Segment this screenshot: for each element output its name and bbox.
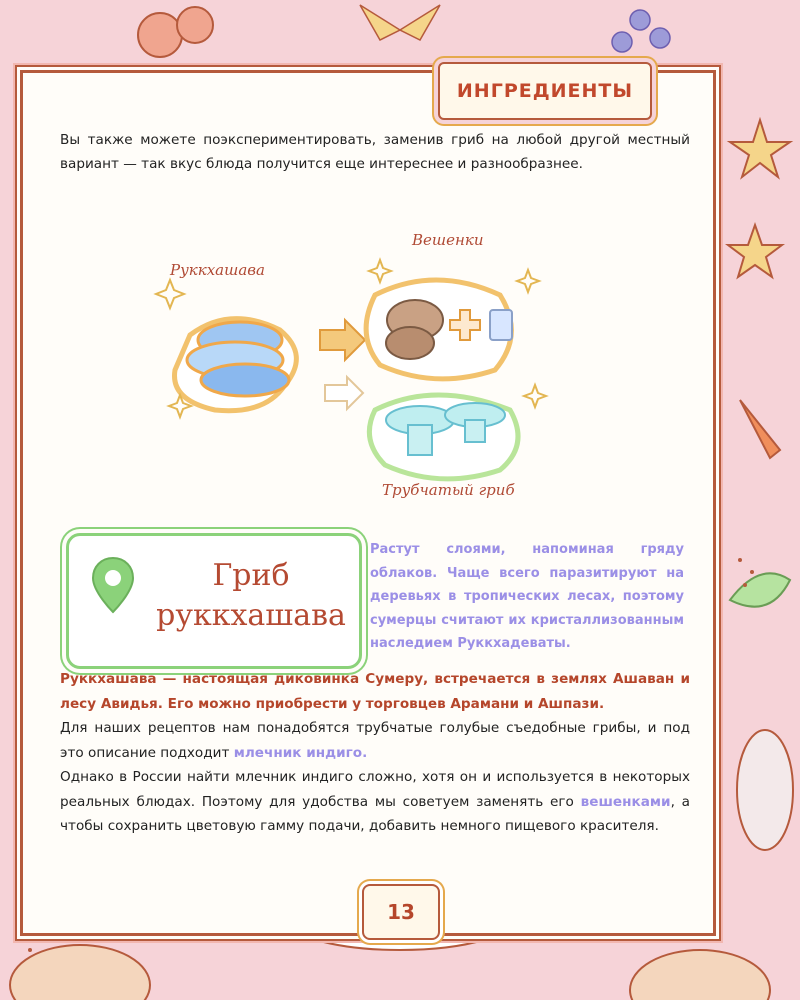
oyster-mushroom-highlight: вешенками <box>580 793 671 810</box>
rukkhashava-mushroom-icon <box>175 319 297 411</box>
indigo-milk-cap-link: млечник индиго. <box>233 744 368 761</box>
intro-paragraph: Вы также можете поэкспериментировать, заменив гриб на любой другой местный вариант — так вкус блюда получится еще интереснее и разнообразнее. <box>60 132 690 172</box>
card-title <box>151 556 351 636</box>
oyster-mushroom-label: Вешенки <box>412 231 484 249</box>
card-title-line1: Гриб <box>212 558 290 593</box>
body-paragraph-2 <box>60 716 690 765</box>
section-title: ИНГРЕДИЕНТЫ <box>456 80 634 102</box>
body-text <box>60 667 690 839</box>
section-header-badge <box>438 62 652 120</box>
card-title-line2: руккхашава <box>156 598 346 633</box>
body-paragraph-3-text-b: , а чтобы сохранить цветовую гамму подачи, добавить немного пищевого красителя. <box>60 793 690 834</box>
tubular-mushroom-icon <box>369 395 518 479</box>
side-note: Растут слоями, напоминая гряду облаков. Чаще всего паразитируют на деревьях в тропических лесах, поэтому сумерцы считают их кристаллизованным наследием Руккхадеваты. <box>370 542 684 651</box>
mushroom-substitution-diagram <box>150 225 570 515</box>
page-number: 13 <box>362 884 440 940</box>
rukkhashava-label: Руккхашава <box>170 261 265 279</box>
location-pin-icon <box>91 556 135 614</box>
body-paragraph-2-text: Для наших рецептов нам понадобятся трубчатые голубые съедобные грибы, и под это описание подходит <box>60 720 690 761</box>
body-paragraph-3 <box>60 765 690 839</box>
body-paragraph-3-text-a: Однако в России найти млечник индиго сложно, хотя он и используется в некоторых реальных блюдах. Поэтому для удобства мы советуем заменять его <box>60 769 690 810</box>
body-paragraph-1: Руккхашава — настоящая диковинка Сумеру, встречается в землях Ашаван и лесу Авидья. Его можно приобрести у торговцев Арамани и Ашпази. <box>60 671 690 712</box>
tubular-mushroom-label: Трубчатый гриб <box>382 481 515 499</box>
oyster-mushroom-icon <box>366 280 512 379</box>
mushroom-name-card <box>66 533 362 669</box>
